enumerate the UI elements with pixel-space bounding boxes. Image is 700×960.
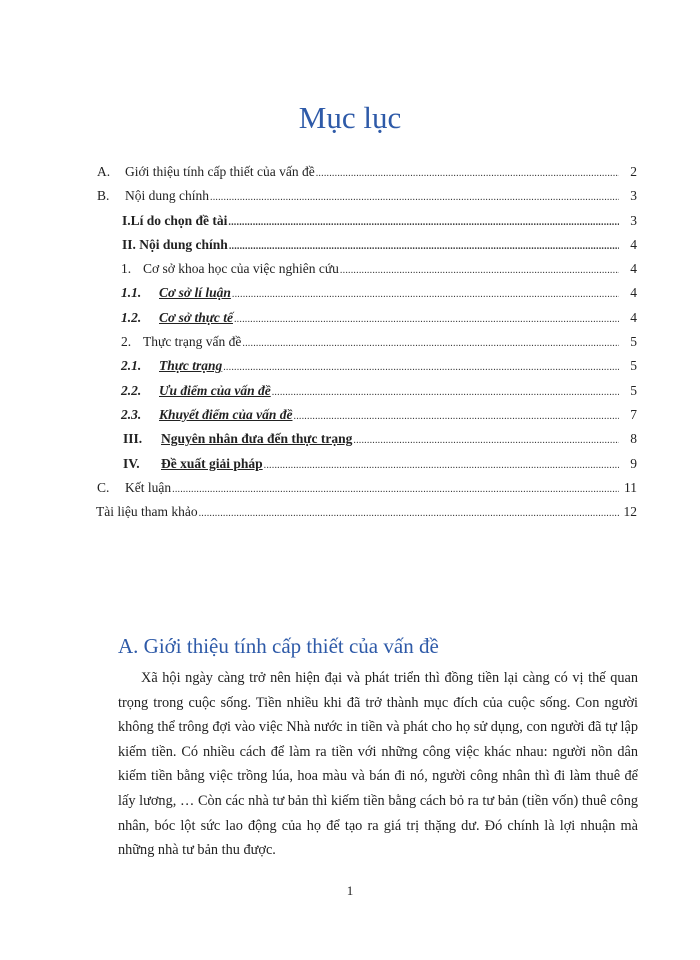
toc-entry[interactable] bbox=[97, 476, 637, 500]
toc-entry[interactable] bbox=[97, 281, 637, 305]
toc-dot-leader bbox=[232, 283, 619, 307]
toc-entry-page: 3 bbox=[630, 212, 637, 228]
toc-entry-page: 2 bbox=[630, 164, 637, 179]
toc-entry-marker: 2.2. bbox=[121, 382, 142, 398]
table-of-contents bbox=[97, 160, 637, 524]
toc-entry-text: Khuyết điểm của vấn đề bbox=[159, 406, 293, 422]
toc-entry-marker: 1.2. bbox=[121, 309, 142, 325]
toc-dot-leader bbox=[242, 332, 619, 356]
toc-entry-page: 7 bbox=[630, 406, 637, 422]
toc-entry[interactable] bbox=[97, 306, 637, 330]
toc-dot-leader bbox=[199, 502, 619, 526]
toc-entry-page: 4 bbox=[630, 236, 637, 252]
toc-entry-page: 3 bbox=[630, 188, 637, 204]
toc-entry-page: 12 bbox=[623, 504, 637, 520]
toc-entry-text: Cơ sở lí luận bbox=[159, 285, 231, 301]
toc-entry-text: Cơ sở khoa học của việc nghiên cứu bbox=[143, 261, 339, 277]
toc-entry-marker: 2. bbox=[121, 334, 132, 350]
toc-entry-marker: 1.1. bbox=[121, 285, 142, 301]
toc-entry-text: Ưu điểm của vấn đề bbox=[159, 382, 271, 398]
toc-dot-leader bbox=[272, 381, 619, 405]
toc-entry-marker: IV. bbox=[123, 455, 140, 471]
toc-entry[interactable] bbox=[97, 233, 637, 257]
toc-entry[interactable] bbox=[97, 379, 637, 403]
toc-entry-page: 5 bbox=[630, 334, 637, 350]
body-paragraph: Xã hội ngày càng trở nên hiện đại và phát triển thì đồng tiền lại càng có vị thế quan trọng trong cuộc sống. Tiền nhiều khi đã trở thành mục đích của cuộc sống. Con người không thể trông đợi vào việc Nhà nước in tiền và phát cho họ sử dụng, con người đã tự lập kiếm tiền. Có nhiều cách để làm ra tiền với những công việc khác nhau: người nồn dân kiếm tiền bằng việc trồng lúa, hoa màu và bán đi nó, người công nhân thì đi làm thuê để lấy lương, … Còn các nhà tư bản thì kiếm tiền bằng cách bỏ ra tư bản (tiền vốn) thuê công nhân, bóc lột sức lao động của họ để tạo ra giá trị thặng dư. Đó chính là lợi nhuận mà những nhà tư bản thu được. bbox=[118, 670, 638, 859]
toc-entry[interactable] bbox=[96, 500, 637, 524]
toc-entry-text: Đề xuất giải pháp bbox=[161, 455, 263, 471]
toc-entry-text: Giới thiệu tính cấp thiết của vấn đề bbox=[125, 164, 315, 179]
toc-dot-leader bbox=[228, 211, 619, 235]
toc-entry-page: 11 bbox=[624, 479, 637, 495]
toc-dot-leader bbox=[294, 405, 620, 429]
toc-entry-text: Thực trạng vấn đề bbox=[143, 334, 242, 350]
toc-entry-text: Kết luận bbox=[125, 479, 172, 495]
toc-entry[interactable] bbox=[97, 257, 637, 281]
toc-dot-leader bbox=[353, 429, 619, 453]
toc-dot-leader bbox=[223, 356, 619, 380]
toc-title: Mục lục bbox=[298, 100, 402, 135]
toc-entry-page: 5 bbox=[630, 382, 637, 398]
toc-entry[interactable] bbox=[97, 330, 637, 354]
toc-entry-marker: III. bbox=[123, 431, 143, 447]
toc-entry[interactable] bbox=[97, 184, 637, 208]
toc-dot-leader bbox=[172, 478, 619, 502]
toc-entry-text: Thực trạng bbox=[159, 358, 223, 374]
toc-dot-leader bbox=[229, 235, 619, 259]
toc-dot-leader bbox=[340, 259, 619, 283]
toc-entry[interactable] bbox=[97, 427, 637, 451]
toc-entry[interactable] bbox=[97, 452, 637, 476]
toc-entry-marker: 1. bbox=[121, 261, 132, 277]
toc-entry-marker: 2.1. bbox=[121, 358, 142, 374]
toc-dot-leader bbox=[264, 454, 619, 478]
toc-entry-page: 5 bbox=[630, 358, 637, 374]
toc-entry-marker: B. bbox=[97, 188, 110, 204]
toc-entry[interactable] bbox=[97, 354, 637, 378]
toc-entry-marker: A. bbox=[97, 164, 111, 179]
toc-entry[interactable] bbox=[97, 209, 637, 233]
section-heading: A. Giới thiệu tính cấp thiết của vấn đề bbox=[118, 634, 439, 658]
toc-entry-page: 4 bbox=[630, 309, 637, 325]
page-number: 1 bbox=[346, 883, 354, 898]
toc-entry-page: 9 bbox=[630, 455, 637, 471]
toc-entry-page: 8 bbox=[630, 431, 637, 447]
toc-entry-text: II. Nội dung chính bbox=[122, 236, 228, 252]
toc-dot-leader bbox=[316, 162, 619, 186]
toc-entry-text: I.Lí do chọn đề tài bbox=[122, 212, 228, 228]
toc-entry-page: 4 bbox=[630, 285, 637, 301]
toc-dot-leader bbox=[234, 308, 619, 332]
toc-entry[interactable] bbox=[97, 160, 637, 184]
toc-entry[interactable] bbox=[97, 403, 637, 427]
toc-entry-text: Nội dung chính bbox=[125, 188, 209, 204]
toc-entry-text: Nguyên nhân đưa đến thực trạng bbox=[161, 431, 353, 447]
toc-entry-marker: C. bbox=[97, 479, 110, 495]
toc-entry-page: 4 bbox=[630, 261, 637, 277]
toc-entry-marker: 2.3. bbox=[121, 406, 142, 422]
toc-entry-text: Cơ sở thực tế bbox=[159, 309, 233, 325]
toc-entry-text: Tài liệu tham khảo bbox=[96, 504, 198, 520]
toc-dot-leader bbox=[210, 186, 619, 210]
